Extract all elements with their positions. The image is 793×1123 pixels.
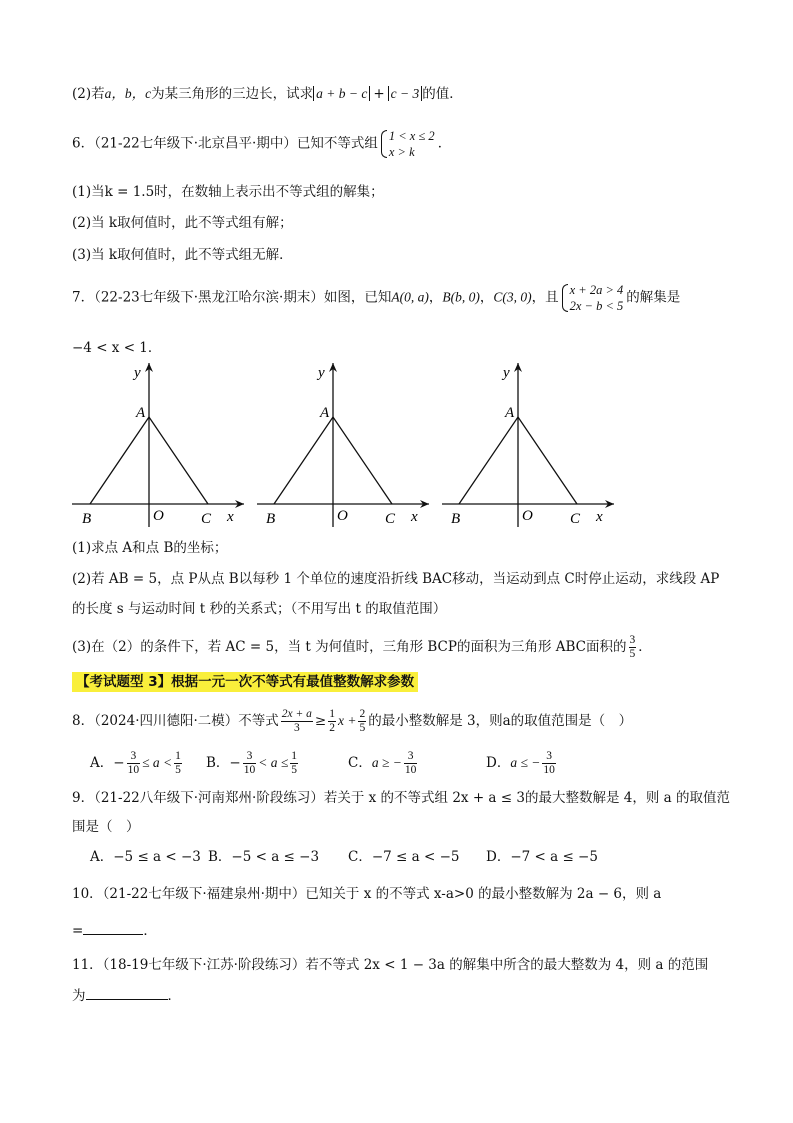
option-expr: a ≤ − <box>510 755 541 770</box>
q7-sys-line-1: x + 2a > 4 <box>569 283 624 297</box>
q8-option-a[interactable] <box>90 750 184 777</box>
q7-part3-end: ． <box>638 639 652 655</box>
minus-sign: − <box>113 755 125 771</box>
q7-stem-text: 7．（22-23七年级下·黑龙江哈尔滨·期末）如图，已知 <box>72 289 392 306</box>
q5-part2-vars: a，b，c <box>104 86 152 101</box>
label-y: y <box>503 365 510 381</box>
label-x: x <box>411 509 418 525</box>
option-label: D． <box>486 755 511 771</box>
fraction <box>243 750 257 777</box>
fraction <box>127 750 141 777</box>
q5-part2 <box>72 84 463 104</box>
minus-sign: − <box>229 755 241 771</box>
x-plus: x + <box>337 713 357 728</box>
q5-part2-suffix: 的值． <box>422 86 463 102</box>
q6-stem-text: 6．（21-22七年级下·北京昌平·期中）已知不等式组 <box>72 135 378 152</box>
label-b: B <box>451 511 461 527</box>
q10-line2 <box>72 920 157 941</box>
q11-prefix: 为 <box>72 988 86 1004</box>
q9-line2: 围是（ ） <box>72 819 140 835</box>
label-y: y <box>134 365 141 381</box>
frac-den: 10 <box>127 764 140 776</box>
frac-num: 1 <box>291 750 298 762</box>
q5-part2-prefix: (2)若 <box>72 86 105 102</box>
option-label: B． <box>206 755 230 771</box>
q7-sep-2: ， <box>479 289 494 306</box>
q9-option-c[interactable]: C．−7 ≤ a < −5 <box>348 849 460 865</box>
frac-num: 1 <box>175 750 181 762</box>
q10-equals: = <box>72 923 84 939</box>
q7-sys-line-2: 2x − b < 5 <box>569 299 624 313</box>
frac-num: 2 <box>359 708 366 720</box>
q9-option-a[interactable]: A．−5 ≤ a < −3 <box>90 849 201 865</box>
abs-expr-2: c − 3 <box>388 86 423 101</box>
q11-line2 <box>72 985 181 1006</box>
frac-den: 10 <box>543 764 555 776</box>
fraction-2-5 <box>358 708 366 735</box>
q7-part2-line1: (2)若 AB = 5，点 P从点 B以每秒 1 个单位的速度沿折线 BAC移动，当运动到点 C时停止运动，求线段 AP <box>72 571 720 587</box>
q10-line1: 10．（21-22七年级下·福建泉州·期中）已知关于 x 的不等式 x-a>0 的最小整数解为 2a − 6，则 a <box>72 886 662 902</box>
frac-num: 3 <box>243 750 257 764</box>
frac-den: 10 <box>404 764 417 776</box>
q6-stem-end: ． <box>437 135 452 152</box>
q8-stem-text: 8．（2024·四川德阳·二模）不等式 <box>72 713 279 729</box>
label-o: O <box>337 508 348 524</box>
option-expr: ≤ a < <box>142 755 173 770</box>
q7-sep-1: ， <box>428 289 443 306</box>
option-label: C． <box>348 755 372 771</box>
q7-solution: −4 < x < 1． <box>72 340 162 356</box>
q8-option-b[interactable] <box>206 750 300 777</box>
point-b: B(b, 0) <box>442 289 480 305</box>
q6-system <box>381 128 435 160</box>
abs-expr-1: a + b − c <box>313 86 370 101</box>
frac-den: 5 <box>629 648 636 660</box>
q7-part2-line2: 的长度 s 与运动时间 t 秒的关系式；（不用写出 t 的取值范围） <box>72 601 447 617</box>
frac-den: 10 <box>243 764 256 776</box>
q8-option-d[interactable] <box>486 750 558 777</box>
option-expr: a ≥ − <box>371 755 402 770</box>
section-heading: 【考试题型 3】根据一元一次不等式有最值整数解求参数 <box>72 672 418 692</box>
label-y: y <box>318 365 325 381</box>
fraction <box>174 750 182 777</box>
frac-den: 5 <box>175 764 181 776</box>
q7-stem <box>72 282 680 314</box>
q7-part1: (1)求点 A和点 B的坐标； <box>72 540 228 556</box>
answer-blank[interactable] <box>83 920 143 935</box>
q6-sys-line-1: 1 < x ≤ 2 <box>388 129 435 143</box>
fraction <box>542 750 556 777</box>
q6-part2: (2)当 k取何值时，此不等式组有解； <box>72 215 293 231</box>
figure-3 <box>442 363 614 527</box>
fraction <box>404 750 418 777</box>
label-c: C <box>385 511 396 527</box>
frac-num: 3 <box>542 750 556 764</box>
label-b: B <box>82 511 92 527</box>
option-expr: < a ≤ <box>258 755 289 770</box>
frac-den: 5 <box>291 764 298 776</box>
plus-sign: + <box>373 86 385 102</box>
frac-num: 2x + a <box>281 708 312 720</box>
label-o: O <box>153 508 164 524</box>
frac-num: 3 <box>629 634 636 646</box>
label-x: x <box>227 509 234 525</box>
q6-part3: (3)当 k取何值时，此不等式组无解． <box>72 247 293 263</box>
frac-den: 2 <box>329 722 335 734</box>
q11-end: ． <box>167 988 181 1004</box>
label-a: A <box>320 405 330 421</box>
q7-part3 <box>72 634 652 661</box>
q8-stem-end: 的最小整数解是 3，则a的取值范围是（ ） <box>368 713 633 729</box>
q6-part1: (1)当k = 1.5时，在数轴上表示出不等式组的解集； <box>72 184 384 200</box>
q7-system <box>562 282 624 314</box>
q6-stem <box>72 128 451 160</box>
label-a: A <box>136 405 146 421</box>
frac-num: 1 <box>329 708 335 720</box>
q11-line1: 11．（18-19七年级下·江苏·阶段练习）若不等式 2x < 1 − 3a 的解集中所含的最大整数为 4，则 a 的范围 <box>72 957 709 973</box>
fraction <box>290 750 298 777</box>
figure-2 <box>257 363 429 527</box>
point-a: A(0, a) <box>391 289 429 305</box>
option-label: A． <box>90 755 114 771</box>
fraction-1-2 <box>328 708 336 735</box>
q9-option-d[interactable]: D．−7 < a ≤ −5 <box>486 849 598 865</box>
label-o: O <box>522 508 533 524</box>
answer-blank[interactable] <box>86 985 168 1000</box>
point-c: C(3, 0) <box>493 289 532 305</box>
fraction-3-5 <box>629 634 637 661</box>
label-a: A <box>505 405 515 421</box>
q10-end: ． <box>143 923 157 939</box>
frac-den: 3 <box>293 722 300 734</box>
q7-stem-end: 的解集是 <box>626 289 681 306</box>
q7-sep-3: ，且 <box>531 289 559 306</box>
q7-figures <box>0 355 793 535</box>
q8-option-c[interactable] <box>348 750 419 777</box>
frac-num: 3 <box>404 750 418 764</box>
label-b: B <box>266 511 276 527</box>
frac-den: 5 <box>359 722 366 734</box>
q9-option-b[interactable]: B．−5 < a ≤ −3 <box>208 849 320 865</box>
q7-part3-text: (3)在（2）的条件下，若 AC = 5，当 t 为何值时，三角形 BCP的面积为三角形 ABC面积的 <box>72 639 627 655</box>
label-c: C <box>201 511 212 527</box>
figure-1 <box>72 363 244 527</box>
label-c: C <box>570 511 581 527</box>
q8-stem <box>72 708 632 735</box>
frac-num: 3 <box>127 750 141 764</box>
label-x: x <box>596 509 603 525</box>
q5-part2-mid: 为某三角形的三边长，试求 <box>151 86 314 102</box>
ge-sign: ≥ <box>314 713 327 729</box>
fraction-2x-a-3 <box>281 708 313 735</box>
q9-line1: 9．（21-22八年级下·河南郑州·阶段练习）若关于 x 的不等式组 2x + a ≤ 3的最大整数解是 4，则 a 的取值范 <box>72 790 730 806</box>
q6-sys-line-2: x > k <box>388 145 415 159</box>
